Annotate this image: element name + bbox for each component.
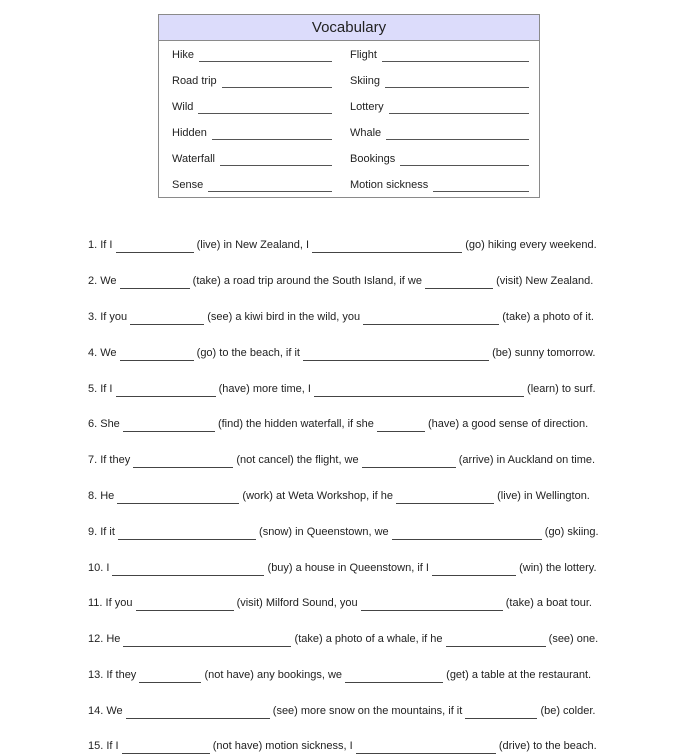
exercise-text: (take) a boat tour.	[505, 597, 592, 609]
exercise-2	[88, 274, 614, 289]
vocab-item-skiing	[350, 74, 529, 88]
answer-blank[interactable]	[130, 313, 204, 325]
exercise-text: (live) in New Zealand, I	[196, 239, 310, 251]
exercise-text: (take) a photo of it.	[502, 311, 594, 323]
answer-blank[interactable]	[123, 420, 215, 432]
vocab-item-motion-sickness	[350, 178, 529, 192]
answer-blank[interactable]	[362, 456, 456, 468]
vocab-item-whale	[350, 126, 529, 140]
exercise-text: 8. He	[88, 490, 115, 502]
answer-line[interactable]	[385, 76, 529, 88]
answer-line[interactable]	[433, 180, 529, 192]
vocab-word: Motion sickness	[350, 179, 429, 191]
exercise-text: (find) the hidden waterfall, if she	[217, 418, 374, 430]
answer-line[interactable]	[208, 180, 332, 192]
answer-blank[interactable]	[312, 241, 462, 253]
answer-line[interactable]	[382, 50, 529, 62]
exercise-text: (buy) a house in Queenstown, if I	[267, 562, 429, 574]
exercise-text: (not have) motion sickness, I	[212, 740, 353, 752]
exercise-text: (see) a kiwi bird in the wild, you	[207, 311, 361, 323]
exercise-5	[88, 382, 614, 397]
vocab-word: Bookings	[350, 153, 396, 165]
vocab-word: Lottery	[350, 101, 384, 113]
exercise-text: (win) the lottery.	[519, 562, 597, 574]
exercise-12	[88, 632, 614, 647]
exercise-text: (be) sunny tomorrow.	[492, 347, 596, 359]
vocab-item-sense	[172, 178, 332, 192]
exercise-text: 5. If I	[88, 383, 113, 395]
vocab-item-road-trip	[172, 74, 332, 88]
exercise-text: 11. If you	[88, 597, 133, 609]
exercise-text: (be) colder.	[540, 705, 596, 717]
vocab-item-wild	[172, 100, 332, 114]
answer-blank[interactable]	[133, 456, 233, 468]
exercise-10	[88, 561, 614, 576]
exercise-text: (not have) any bookings, we	[204, 669, 343, 681]
answer-line[interactable]	[220, 154, 332, 166]
answer-line[interactable]	[386, 128, 529, 140]
answer-blank[interactable]	[116, 385, 216, 397]
exercise-text: (snow) in Queenstown, we	[259, 526, 389, 538]
vocab-word: Whale	[350, 127, 382, 139]
exercise-text: 4. We	[88, 347, 117, 359]
vocab-word: Flight	[350, 49, 377, 61]
answer-blank[interactable]	[356, 742, 496, 754]
vocab-word: Wild	[172, 101, 194, 113]
exercise-11	[88, 596, 614, 611]
exercise-text: 13. If they	[88, 669, 137, 681]
vocab-word: Hike	[172, 49, 195, 61]
exercise-text: 9. If it	[88, 526, 115, 538]
answer-line[interactable]	[198, 102, 332, 114]
vocab-word: Sense	[172, 179, 204, 191]
answer-blank[interactable]	[118, 528, 256, 540]
exercise-text: (drive) to the beach.	[498, 740, 597, 752]
exercise-text: (see) more snow on the mountains, if it	[272, 705, 463, 717]
answer-blank[interactable]	[120, 277, 190, 289]
vocab-item-flight	[350, 48, 529, 62]
exercise-text: (go) skiing.	[544, 526, 599, 538]
answer-blank[interactable]	[139, 671, 201, 683]
answer-blank[interactable]	[136, 599, 234, 611]
exercise-text: 12. He	[88, 633, 121, 645]
vocab-word: Hidden	[172, 127, 207, 139]
exercise-13	[88, 668, 614, 683]
vocab-item-bookings	[350, 152, 529, 166]
answer-blank[interactable]	[122, 742, 210, 754]
answer-blank[interactable]	[116, 241, 194, 253]
answer-line[interactable]	[400, 154, 529, 166]
exercise-3	[88, 310, 614, 325]
exercise-text: (work) at Weta Workshop, if he	[242, 490, 394, 502]
exercise-text: (arrive) in Auckland on time.	[458, 454, 596, 466]
exercise-text: 2. We	[88, 275, 117, 287]
vocab-item-hidden	[172, 126, 332, 140]
exercise-text: (take) a photo of a whale, if he	[294, 633, 443, 645]
answer-blank[interactable]	[120, 349, 194, 361]
vocab-item-waterfall	[172, 152, 332, 166]
vocabulary-title: Vocabulary	[159, 15, 539, 41]
answer-blank[interactable]	[425, 277, 493, 289]
exercise-text: 7. If they	[88, 454, 131, 466]
answer-blank[interactable]	[432, 564, 516, 576]
answer-blank[interactable]	[126, 707, 270, 719]
exercise-text: (visit) New Zealand.	[496, 275, 594, 287]
answer-blank[interactable]	[303, 349, 489, 361]
exercise-1	[88, 238, 614, 253]
exercise-text: (go) hiking every weekend.	[465, 239, 597, 251]
answer-blank[interactable]	[314, 385, 524, 397]
answer-blank[interactable]	[345, 671, 443, 683]
answer-blank[interactable]	[446, 635, 546, 647]
exercise-text: (visit) Milford Sound, you	[236, 597, 358, 609]
exercise-text: (get) a table at the restaurant.	[446, 669, 592, 681]
answer-blank[interactable]	[112, 564, 264, 576]
vocab-word: Skiing	[350, 75, 380, 87]
exercise-text: (see) one.	[548, 633, 599, 645]
answer-line[interactable]	[389, 102, 529, 114]
answer-line[interactable]	[212, 128, 332, 140]
vocab-item-hike	[172, 48, 332, 62]
exercise-15	[88, 739, 614, 754]
exercise-9	[88, 525, 614, 540]
exercise-8	[88, 489, 614, 504]
exercise-6	[88, 417, 614, 432]
exercise-text: 14. We	[88, 705, 123, 717]
exercise-text: (learn) to surf.	[527, 383, 596, 395]
exercise-text: (have) a good sense of direction.	[427, 418, 589, 430]
answer-blank[interactable]	[396, 492, 494, 504]
vocab-word: Road trip	[172, 75, 217, 87]
answer-blank[interactable]	[361, 599, 503, 611]
exercise-text: 15. If I	[88, 740, 119, 752]
exercise-text: (go) to the beach, if it	[196, 347, 300, 359]
answer-blank[interactable]	[117, 492, 239, 504]
exercise-text: 1. If I	[88, 239, 113, 251]
answer-blank[interactable]	[392, 528, 542, 540]
exercise-text: (take) a road trip around the South Island, if we	[192, 275, 422, 287]
answer-blank[interactable]	[123, 635, 291, 647]
answer-line[interactable]	[199, 50, 332, 62]
exercise-text: 3. If you	[88, 311, 128, 323]
exercise-7	[88, 453, 614, 468]
exercise-text: (live) in Wellington.	[497, 490, 590, 502]
exercise-text: 6. She	[88, 418, 120, 430]
exercise-4	[88, 346, 614, 361]
vocab-word: Waterfall	[172, 153, 215, 165]
vocabulary-box	[158, 14, 540, 198]
answer-blank[interactable]	[377, 420, 425, 432]
exercise-text: (have) more time, I	[218, 383, 311, 395]
exercise-text: (not cancel) the flight, we	[236, 454, 359, 466]
answer-blank[interactable]	[363, 313, 499, 325]
exercise-14	[88, 704, 614, 719]
vocab-item-lottery	[350, 100, 529, 114]
exercise-text: 10. I	[88, 562, 110, 574]
answer-line[interactable]	[222, 76, 332, 88]
answer-blank[interactable]	[465, 707, 537, 719]
